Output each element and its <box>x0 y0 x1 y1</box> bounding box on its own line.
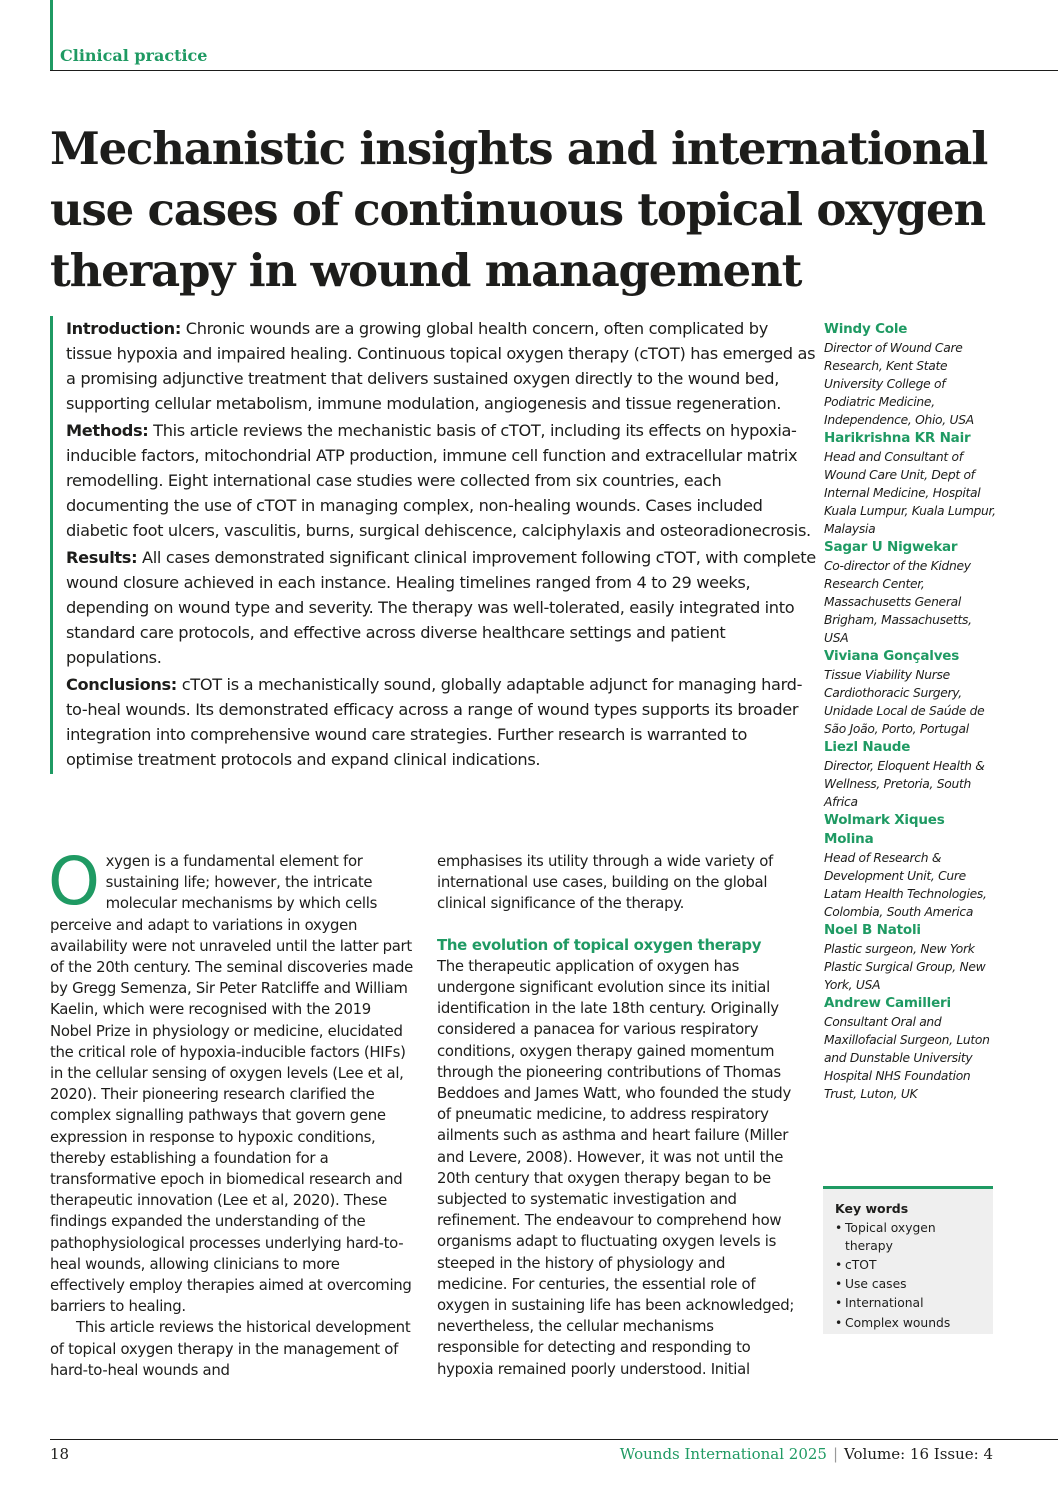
author-entry <box>824 647 996 738</box>
author-list <box>824 320 996 1103</box>
body-column-left <box>48 843 415 1381</box>
section-accent-bar <box>50 0 53 70</box>
author-affiliation: Tissue Viability Nurse Cardiothoracic Surgery, Unidade Local de Saúde de São João, Porto, Portugal <box>824 668 985 736</box>
body-paragraph: This article reviews the historical development of topical oxygen therapy in the management of hard-to-heal wounds and <box>50 1318 411 1379</box>
article-title: Mechanistic insights and international use cases of continuous topical oxygen therapy in wound management <box>50 122 988 297</box>
conclusions-text: cTOT is a mechanistically sound, globally adaptable adjunct for managing hard-to-heal wounds. Its demonstrated efficacy across a range of wound types supports its broader integration into comprehensive wound care strategies. Further research is warranted to optimise treatment protocols and expand clinical indications. <box>66 675 803 769</box>
keyword-item: • cTOT <box>835 1257 983 1275</box>
drop-cap: O <box>48 843 100 920</box>
footer-citation <box>620 1445 993 1463</box>
body-paragraph <box>48 843 415 1317</box>
author-name: Liezl Naude <box>824 739 911 755</box>
results-text: All cases demonstrated significant clinical improvement following cTOT, with complete wound closure achieved in each instance. Healing timelines ranged from 4 to 29 weeks, depending on wound type and severity. The therapy was well-tolerated, easily integrated into standard care protocols, and effective across diverse healthcare settings and patient populations. <box>66 548 816 667</box>
methods-label: Methods: <box>66 421 149 440</box>
body-paragraph-text: xygen is a fundamental element for sustaining life; however, the intricate molecular mechanisms by which cells perceive and adapt to variations in oxygen availability were not unraveled until the latter part of the 20th century. The seminal discoveries made by Gregg Semenza, Sir Peter Ratcliffe and William Kaelin, which were recognised with the 2019 Nobel Prize in physiology or medicine, elucidated the critical role of hypoxia-inducible factors (HIFs) in the cellular sensing of oxygen levels (Lee et al, 2020). Their pioneering research clarified the complex signalling pathways that govern gene expression in response to hypoxic conditions, thereby establishing a foundation for a transformative epoch in biomedical research and therapeutic innovation (Lee et al, 2020). These findings expanded the understanding of the pathophysiological processes underlying hard-to-heal wounds, allowing clinicians to more effectively employ therapies aimed at overcoming barriers to healing. <box>50 852 414 1316</box>
keyword-item: • Use cases <box>835 1276 983 1294</box>
author-affiliation: Consultant Oral and Maxillofacial Surgeon, Luton and Dunstable University Hospital NHS Foundation Trust, Luton, UK <box>824 1015 990 1101</box>
author-entry <box>824 921 996 994</box>
author-affiliation: Director of Wound Care Research, Kent State University College of Podiatric Medicine, Independence, Ohio, USA <box>824 341 974 427</box>
footer-issue: Volume: 16 Issue: 4 <box>844 1445 993 1463</box>
methods-text: This article reviews the mechanistic basis of cTOT, including its effects on hypoxia-inducible factors, mitochondrial ATP production, immune cell function and extracellular matrix remodelling. Eight international case studies were collected from six countries, each documenting the use of cTOT in managing complex, non-healing wounds. Cases included diabetic foot ulcers, vasculitis, burns, surgical dehiscence, calciphylaxis and osteoradionecrosis. <box>66 421 811 540</box>
author-affiliation: Head and Consultant of Wound Care Unit, Dept of Internal Medicine, Hospital Kuala Lumpur, Kuala Lumpur, Malaysia <box>824 450 996 536</box>
keywords-title: Key words <box>835 1201 909 1216</box>
footer-rule <box>50 1439 1058 1440</box>
abstract-conclusions <box>66 672 818 772</box>
author-entry <box>824 811 996 921</box>
results-label: Results: <box>66 548 138 567</box>
keyword-item: • Topical oxygen therapy <box>835 1220 983 1255</box>
conclusions-label: Conclusions: <box>66 675 177 694</box>
keyword-item: • Complex wounds <box>835 1315 983 1333</box>
author-affiliation: Director, Eloquent Health & Wellness, Pretoria, South Africa <box>824 759 985 809</box>
author-name: Harikrishna KR Nair <box>824 430 971 446</box>
author-affiliation: Head of Research & Development Unit, Cure Latam Health Technologies, Colombia, South America <box>824 851 987 919</box>
author-name: Viviana Gonçalves <box>824 648 960 664</box>
body-column-middle <box>437 851 797 1380</box>
introduction-label: Introduction: <box>66 319 181 338</box>
author-name: Sagar U Nigwekar <box>824 539 958 555</box>
body-paragraph: The therapeutic application of oxygen has undergone significant evolution since its initial identification in the late 18th century. Originally considered a panacea for various respiratory conditions, oxygen therapy gained momentum through the pioneering contributions of Thomas Beddoes and James Watt, who founded the study of pneumatic medicine, to address respiratory ailments such as asthma and heart failure (Miller and Levere, 2008). However, it was not until the 20th century that oxygen therapy began to be subjected to systematic investigation and refinement. The endeavour to comprehend how organisms adapt to fluctuating oxygen levels is steeped in the history of physiology and medicine. For centuries, the essential role of oxygen in sustaining life has been acknowledged; nevertheless, the cellular mechanisms responsible for detecting and responding to hypoxia remained poorly understood. Initial <box>437 956 795 1378</box>
footer-journal: Wounds International 2025 <box>619 1445 827 1463</box>
abstract-methods <box>66 418 818 543</box>
author-affiliation: Co-director of the Kidney Research Center, Massachusetts General Brigham, Massachusetts, USA <box>824 559 972 645</box>
section-subheading: The evolution of topical oxygen therapy <box>437 935 762 954</box>
page-number: 18 <box>50 1445 70 1463</box>
introduction-text: Chronic wounds are a growing global health concern, often complicated by tissue hypoxia and impaired healing. Continuous topical oxygen therapy (cTOT) has emerged as a promising adjunctive treatment that delivers sustained oxygen directly to the wound bed, supporting cellular metabolism, immune modulation, angiogenesis and tissue regeneration. <box>66 319 816 413</box>
author-name: Wolmark Xiques Molina <box>824 812 945 847</box>
abstract <box>50 316 818 774</box>
author-entry <box>824 429 996 538</box>
author-entry <box>824 994 996 1103</box>
author-entry <box>824 538 996 647</box>
footer-separator: | <box>832 1445 839 1463</box>
keywords-list <box>835 1220 983 1332</box>
header-rule <box>50 70 1058 71</box>
keywords-box <box>823 1186 993 1334</box>
author-entry <box>824 320 996 429</box>
body-paragraph: emphasises its utility through a wide variety of international use cases, building on the global clinical significance of the therapy. <box>437 852 773 913</box>
keyword-item: • International <box>835 1295 983 1313</box>
author-name: Noel B Natoli <box>824 922 921 938</box>
abstract-introduction <box>66 316 818 416</box>
abstract-results <box>66 545 818 670</box>
section-label: Clinical practice <box>60 46 208 65</box>
author-name: Windy Cole <box>824 321 908 337</box>
author-affiliation: Plastic surgeon, New York Plastic Surgical Group, New York, USA <box>824 942 986 992</box>
author-name: Andrew Camilleri <box>824 995 951 1011</box>
author-entry <box>824 738 996 811</box>
